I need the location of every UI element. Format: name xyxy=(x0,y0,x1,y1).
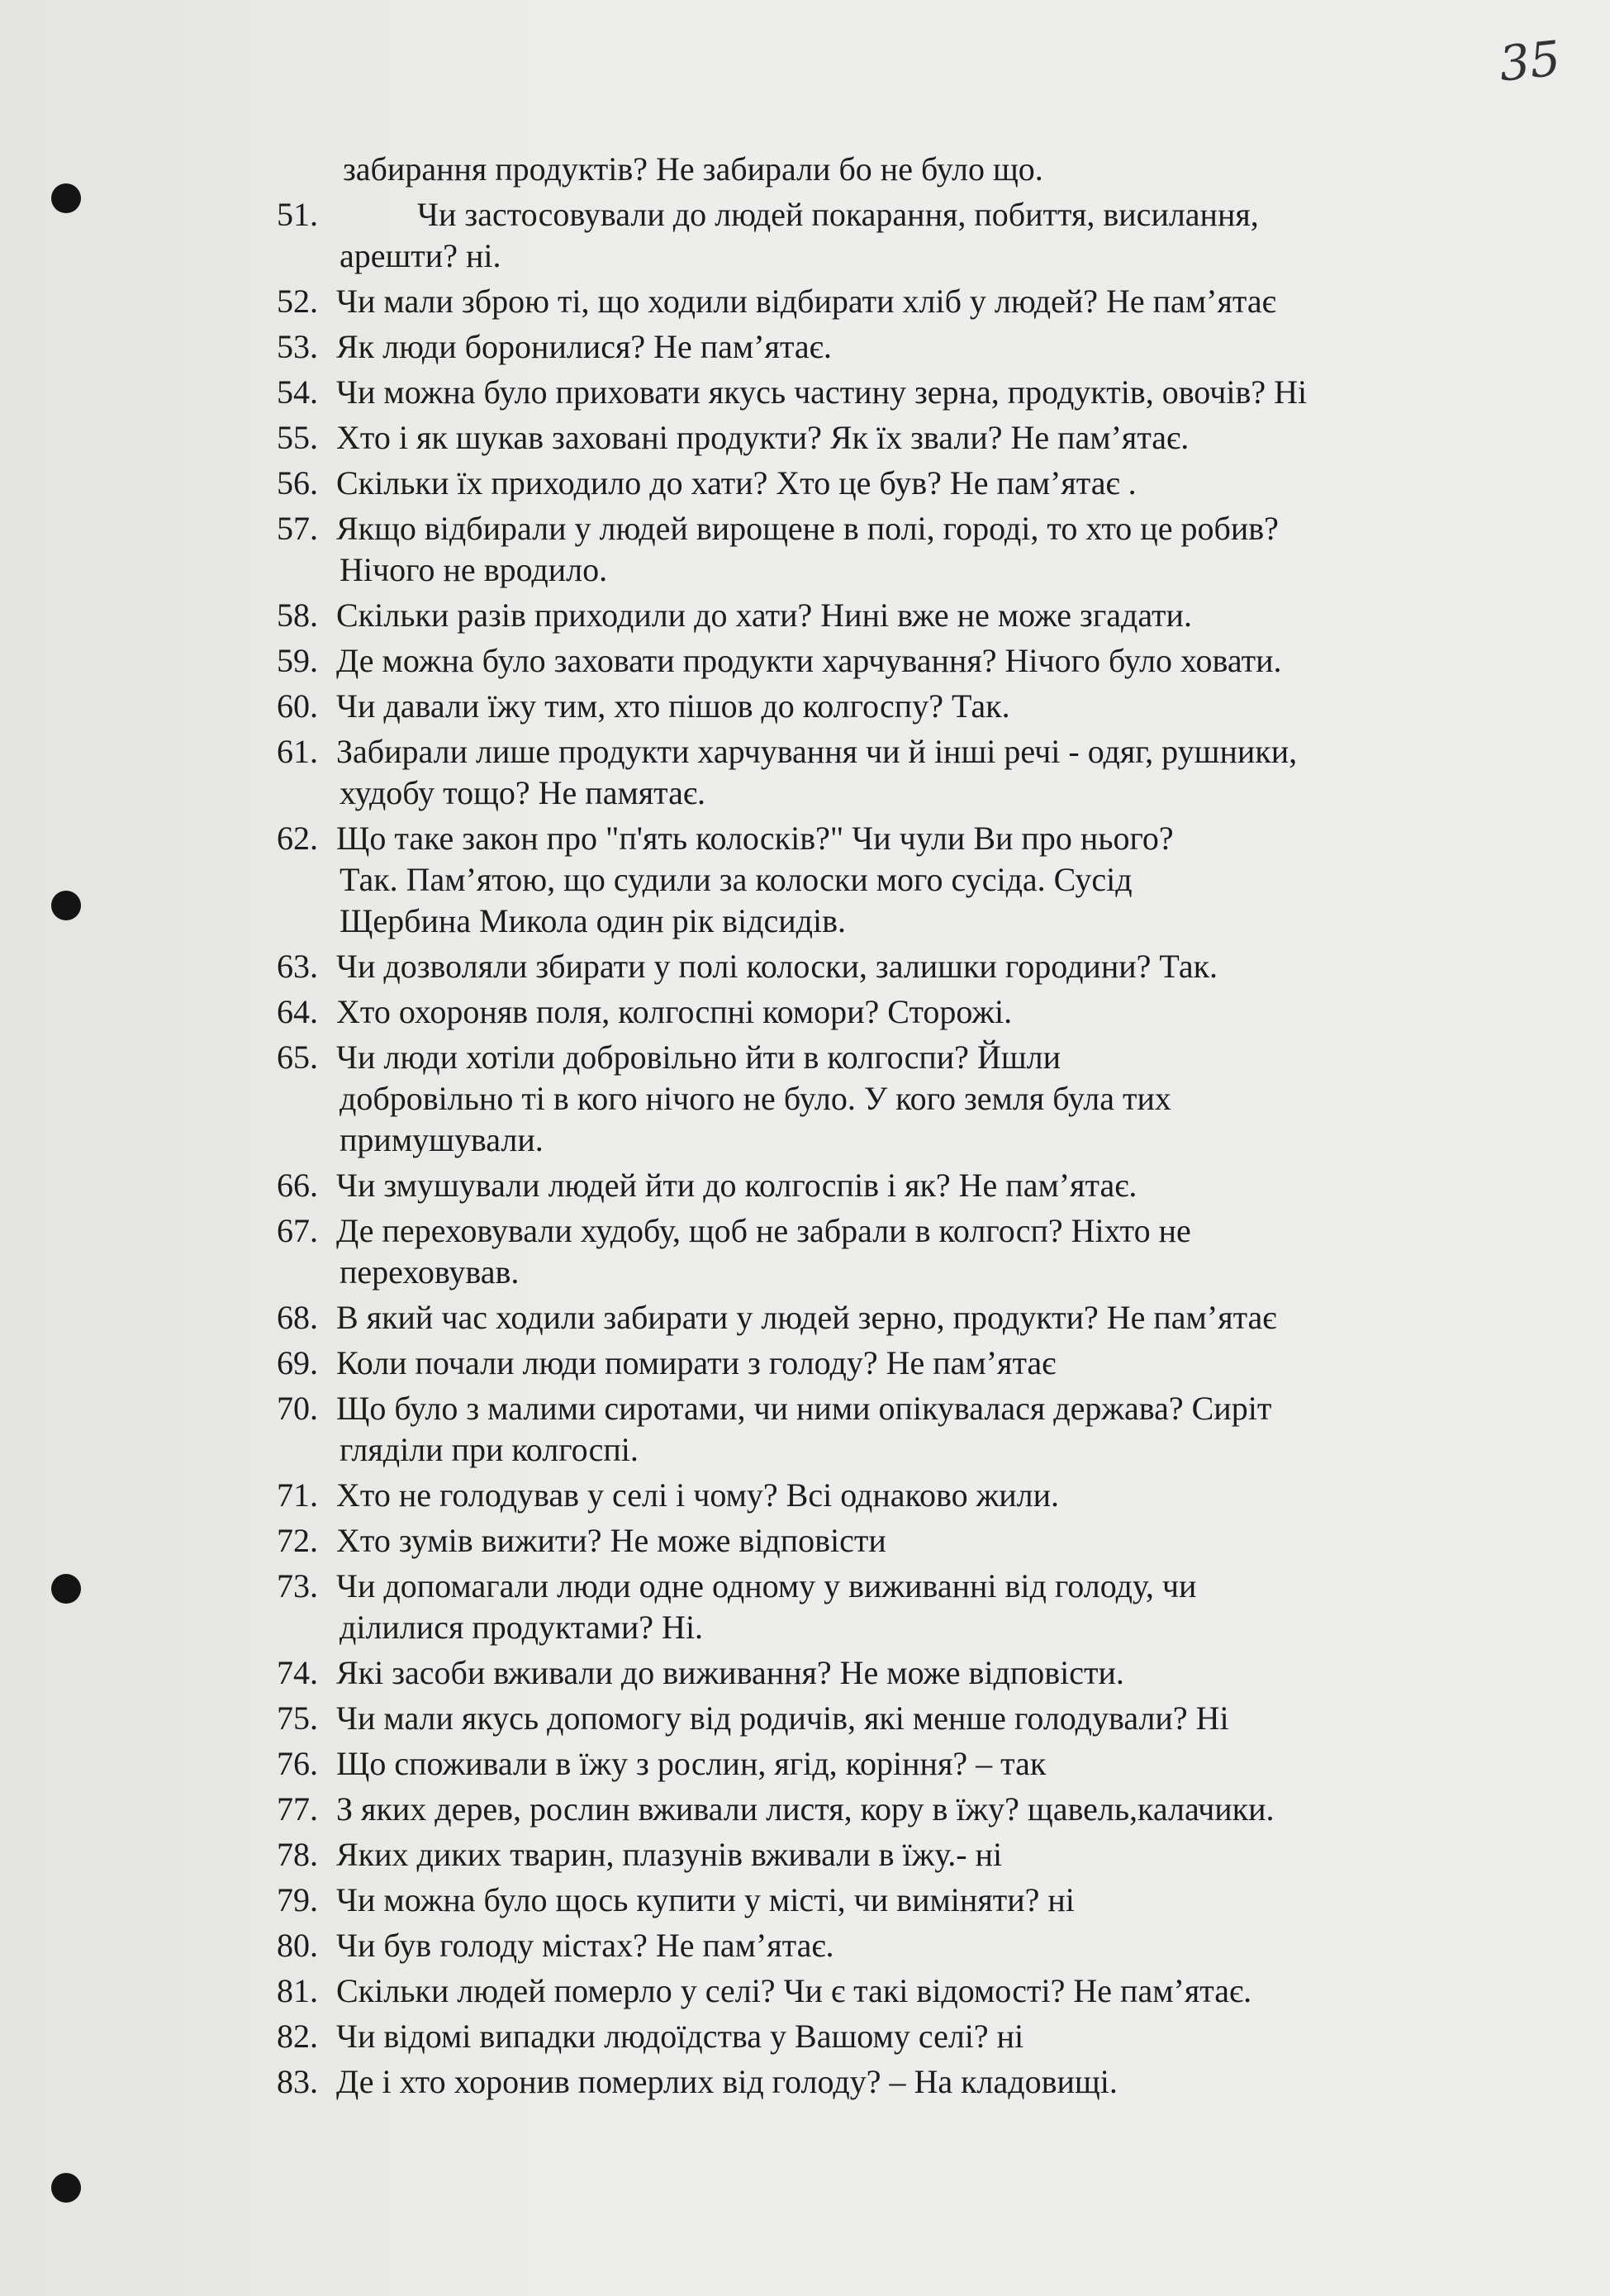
question-continuation-line: Нічого не вродило. xyxy=(340,551,608,588)
question-number: 74. xyxy=(277,1654,318,1691)
question-text xyxy=(340,194,1259,277)
question-line: Коли почали люди помирати з голоду? Не пам’ятає xyxy=(336,1344,1057,1381)
question-item xyxy=(277,372,1483,413)
question-line: Чи був голоду містах? Не пам’ятає. xyxy=(336,1927,834,1964)
question-text xyxy=(336,1880,1075,1921)
question-number: 78. xyxy=(277,1836,318,1873)
question-item xyxy=(277,1388,1483,1471)
question-number: 60. xyxy=(277,687,318,725)
question-text xyxy=(336,1210,1191,1293)
question-item xyxy=(277,508,1483,591)
question-line: Скільки людей померло у селі? Чи є такі відомості? Не пам’ятає. xyxy=(336,1972,1252,2009)
question-text xyxy=(336,1789,1274,1830)
question-item xyxy=(277,326,1483,368)
question-number: 53. xyxy=(277,328,318,365)
question-continuation-line: худобу тощо? Не памятає. xyxy=(340,774,706,811)
question-number: 67. xyxy=(277,1212,318,1249)
question-line: Яких диких тварин, плазунів вживали в їжу.- ні xyxy=(336,1836,1003,1873)
question-number: 66. xyxy=(277,1167,318,1204)
question-number: 83. xyxy=(277,2063,318,2100)
question-line: Чи люди хотіли добровільно йти в колгоспи? Йшли xyxy=(336,1039,1061,1076)
question-line: Як люди боронилися? Не пам’ятає. xyxy=(336,328,832,365)
question-line: Чи відомі випадки людоїдства у Вашому селі? ні xyxy=(336,2018,1024,2055)
question-number: 71. xyxy=(277,1476,318,1514)
question-item xyxy=(277,731,1483,814)
question-continuation-line: примушували. xyxy=(340,1121,544,1158)
question-line: Що споживали в їжу з рослин, ягід, коріння? – так xyxy=(336,1745,1047,1782)
question-number: 69. xyxy=(277,1344,318,1381)
question-item xyxy=(277,1037,1483,1161)
question-item xyxy=(277,1925,1483,1966)
question-item xyxy=(277,1210,1483,1293)
question-item xyxy=(277,1880,1483,1921)
question-text xyxy=(336,946,1218,987)
question-text xyxy=(336,281,1276,322)
question-number: 52. xyxy=(277,283,318,320)
question-number: 64. xyxy=(277,993,318,1030)
question-line: Чи дозволяли збирати у полі колоски, залишки городини? Так. xyxy=(336,948,1218,985)
question-number: 59. xyxy=(277,642,318,679)
question-item xyxy=(277,1652,1483,1694)
question-text xyxy=(336,595,1192,636)
question-continuation-line: гляділи при колгоспі. xyxy=(340,1431,639,1468)
question-item xyxy=(277,417,1483,459)
question-line: Чи можна було щось купити у місті, чи виміняти? ні xyxy=(336,1881,1075,1918)
question-item xyxy=(277,2061,1483,2103)
question-item xyxy=(277,463,1483,504)
punch-hole xyxy=(51,1574,81,1604)
question-text xyxy=(336,818,1174,942)
question-item xyxy=(277,281,1483,322)
question-line: Хто зумів вижити? Не може відповісти xyxy=(336,1522,886,1559)
question-item xyxy=(277,1520,1483,1562)
question-text xyxy=(336,1698,1229,1739)
question-text xyxy=(336,1165,1137,1206)
question-item xyxy=(277,818,1483,942)
question-line: Де переховували худобу, щоб не забрали в колгосп? Ніхто не xyxy=(336,1212,1191,1249)
question-text xyxy=(336,508,1279,591)
question-item xyxy=(277,194,1483,277)
question-number: 77. xyxy=(277,1790,318,1828)
question-text xyxy=(336,1743,1046,1785)
question-text xyxy=(336,1970,1251,2012)
question-line: В який час ходили забирати у людей зерно, продукти? Не пам’ятає xyxy=(336,1299,1277,1336)
question-number: 68. xyxy=(277,1299,318,1336)
question-text xyxy=(336,1925,834,1966)
question-item xyxy=(277,1165,1483,1206)
question-text xyxy=(336,372,1307,413)
question-continuation-line: добровільно ті в кого нічого не було. У кого земля була тих xyxy=(340,1080,1171,1117)
question-number: 76. xyxy=(277,1745,318,1782)
question-number: 80. xyxy=(277,1927,318,1964)
question-text xyxy=(336,731,1297,814)
question-item xyxy=(277,1789,1483,1830)
question-continuation-line: переховував. xyxy=(340,1253,520,1291)
question-continuation-line: ділилися продуктами? Ні. xyxy=(340,1609,704,1646)
questionnaire-text xyxy=(277,149,1483,2103)
question-text xyxy=(336,1343,1056,1384)
question-text xyxy=(336,991,1012,1033)
question-line: Які засоби вживали до виживання? Не може відповісти. xyxy=(336,1654,1124,1691)
question-line: Чи застосовували до людей покарання, побиття, висилання, xyxy=(417,196,1259,233)
question-line: Чи змушували людей йти до колгоспів і як? Не пам’ятає. xyxy=(336,1167,1137,1204)
question-line: Хто і як шукав заховані продукти? Як їх звали? Не пам’ятає. xyxy=(336,419,1190,456)
question-number: 65. xyxy=(277,1039,318,1076)
continued-answer-line: забирання продуктів? Не забирали бо не було що. xyxy=(343,150,1043,188)
question-line: Скільки їх приходило до хати? Хто це був? Не пам’ятає . xyxy=(336,464,1137,502)
question-text xyxy=(336,1475,1059,1516)
question-number: 63. xyxy=(277,948,318,985)
question-number: 81. xyxy=(277,1972,318,2009)
question-line: Забирали лише продукти харчування чи й інші речі - одяг, рушники, xyxy=(336,733,1298,770)
question-text xyxy=(336,326,832,368)
question-line: Якщо відбирали у людей вирощене в полі, городі, то хто це робив? xyxy=(336,510,1279,547)
question-item xyxy=(277,1297,1483,1338)
question-text xyxy=(336,1566,1196,1648)
question-line: Чи мали зброю ті, що ходили відбирати хліб у людей? Не пам’ятає xyxy=(336,283,1276,320)
question-item xyxy=(277,595,1483,636)
question-number: 75. xyxy=(277,1699,318,1737)
question-item xyxy=(277,1970,1483,2012)
question-number: 82. xyxy=(277,2018,318,2055)
question-item xyxy=(277,1475,1483,1516)
question-number: 58. xyxy=(277,597,318,634)
question-number: 56. xyxy=(277,464,318,502)
question-number: 55. xyxy=(277,419,318,456)
question-number: 70. xyxy=(277,1390,318,1427)
question-continuation-line: арешти? ні. xyxy=(340,237,501,274)
question-item xyxy=(277,946,1483,987)
question-text xyxy=(336,686,1010,727)
question-number: 73. xyxy=(277,1567,318,1604)
question-line: Чи допомагали люди одне одному у виживанні від голоду, чи xyxy=(336,1567,1197,1604)
punch-hole xyxy=(51,2173,81,2203)
question-number: 57. xyxy=(277,510,318,547)
question-item xyxy=(277,1343,1483,1384)
question-item xyxy=(277,991,1483,1033)
question-number: 61. xyxy=(277,733,318,770)
question-text xyxy=(336,1520,886,1562)
question-text xyxy=(336,2061,1118,2103)
question-number: 51. xyxy=(277,196,318,233)
question-item xyxy=(277,686,1483,727)
question-text xyxy=(336,1652,1124,1694)
question-item xyxy=(277,1743,1483,1785)
question-text xyxy=(336,640,1282,682)
question-text xyxy=(336,1297,1276,1338)
question-number: 54. xyxy=(277,373,318,411)
question-line: Хто охороняв поля, колгоспні комори? Сторожі. xyxy=(336,993,1013,1030)
question-text xyxy=(336,2016,1023,2057)
question-line: Скільки разів приходили до хати? Нині вже не може згадати. xyxy=(336,597,1192,634)
question-line: Де можна було заховати продукти харчування? Нічого було ховати. xyxy=(336,642,1282,679)
question-text xyxy=(336,1834,1002,1875)
question-text xyxy=(336,463,1137,504)
punch-hole xyxy=(51,183,81,213)
handwritten-page-number: 35 xyxy=(1496,30,1564,93)
question-text xyxy=(336,1388,1271,1471)
question-item xyxy=(277,1834,1483,1875)
question-item xyxy=(277,640,1483,682)
punch-hole xyxy=(51,891,81,920)
question-line: Хто не голодував у селі і чому? Всі однаково жили. xyxy=(336,1476,1059,1514)
question-line: Що було з малими сиротами, чи ними опікувалася держава? Сиріт xyxy=(336,1390,1272,1427)
question-continuation-line: Так. Пам’ятою, що судили за колоски мого сусіда. Сусід xyxy=(340,861,1133,898)
question-number: 62. xyxy=(277,820,318,857)
question-line: Де і хто хоронив померлих від голоду? – На кладовищі. xyxy=(336,2063,1118,2100)
question-item xyxy=(277,2016,1483,2057)
question-line: Чи можна було приховати якусь частину зерна, продуктів, овочів? Ні xyxy=(336,373,1308,411)
question-number: 72. xyxy=(277,1522,318,1559)
question-number: 79. xyxy=(277,1881,318,1918)
question-line: Чи мали якусь допомогу від родичів, які менше голодували? Ні xyxy=(336,1699,1229,1737)
question-line: Що таке закон про "п'ять колосків?" Чи чули Ви про нього? xyxy=(336,820,1174,857)
question-continuation-line: Щербина Микола один рік відсидів. xyxy=(340,902,847,939)
question-item xyxy=(277,1698,1483,1739)
question-text xyxy=(336,1037,1171,1161)
question-line: З яких дерев, рослин вживали листя, кору в їжу? щавель,калачики. xyxy=(336,1790,1275,1828)
question-text xyxy=(336,417,1189,459)
question-item xyxy=(277,1566,1483,1648)
question-line: Чи давали їжу тим, хто пішов до колгоспу? Так. xyxy=(336,687,1010,725)
